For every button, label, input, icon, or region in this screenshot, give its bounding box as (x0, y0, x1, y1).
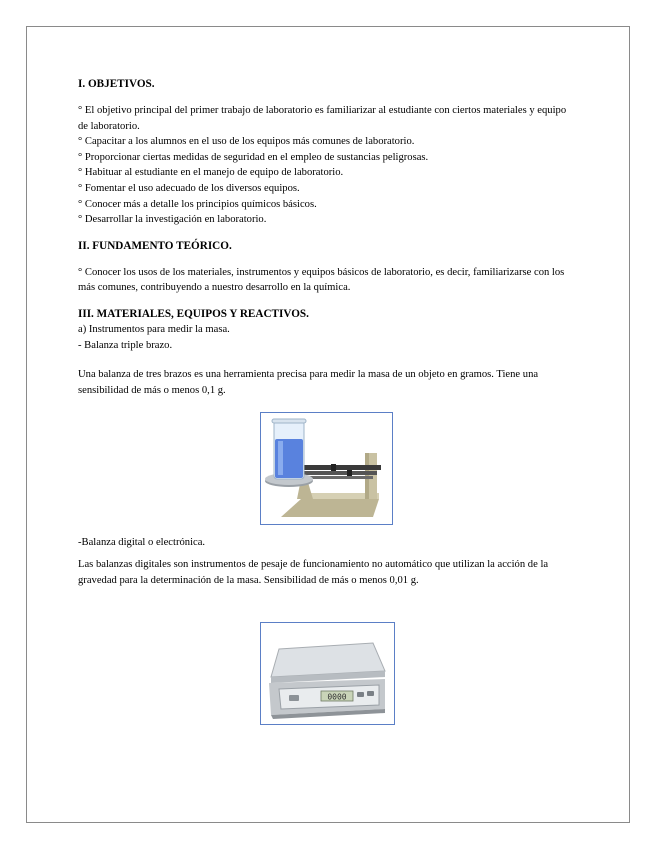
document-content (78, 77, 578, 725)
section-title-fundamento: II. FUNDAMENTO TEÓRICO. (78, 239, 232, 252)
materiales-subtitle: a) Instrumentos para medir la masa. (78, 323, 230, 335)
fundamento-text: ° Conocer los usos de los materiales, instrumentos y equipos básicos de laboratorio, es decir, familiarizarse con los más comunes, contribuyendo a nuestro desarrollo en la química. (78, 266, 565, 294)
triple-beam-balance-image (260, 412, 393, 525)
objective-item: ° Capacitar a los alumnos en el uso de los equipos más comunes de laboratorio. (78, 136, 415, 148)
item-text-triple-beam: Una balanza de tres brazos es una herramienta precisa para medir la masa de un objeto en gramos. Tiene una sensibilidad de más o menos 0,1 g. (78, 369, 539, 396)
item-label-triple-beam: - Balanza triple brazo. (78, 339, 173, 351)
objective-item: ° Conocer más a detalle los principios químicos básicos. (78, 198, 317, 210)
objective-item: ° Desarrollar la investigación en laboratorio. (78, 214, 267, 226)
objective-item: ° Proporcionar ciertas medidas de seguridad en el empleo de sustancias peligrosas. (78, 151, 429, 163)
item-label-digital: -Balanza digital o electrónica. (78, 537, 206, 549)
digital-balance-image (260, 622, 395, 725)
objective-item: ° Habituar al estudiante en el manejo de equipo de laboratorio. (78, 167, 344, 179)
objective-item: ° Fomentar el uso adecuado de los diversos equipos. (78, 182, 300, 194)
document-page (26, 26, 630, 823)
item-text-digital: Las balanzas digitales son instrumentos de pesaje de funcionamiento no automático que utilizan la acción de la gravedad para la determinación de la masa. Sensibilidad de más o menos 0,01 g. (78, 558, 549, 586)
section-title-materiales: III. MATERIALES, EQUIPOS Y REACTIVOS. (78, 307, 309, 320)
digital-display-readout: 0000 (327, 692, 347, 702)
objective-item: ° El objetivo principal del primer trabajo de laboratorio es familiarizar al estudiante con ciertos materiales y equipo de laboratorio. (78, 105, 567, 132)
section-title-objetivos: I. OBJETIVOS. (78, 78, 155, 90)
